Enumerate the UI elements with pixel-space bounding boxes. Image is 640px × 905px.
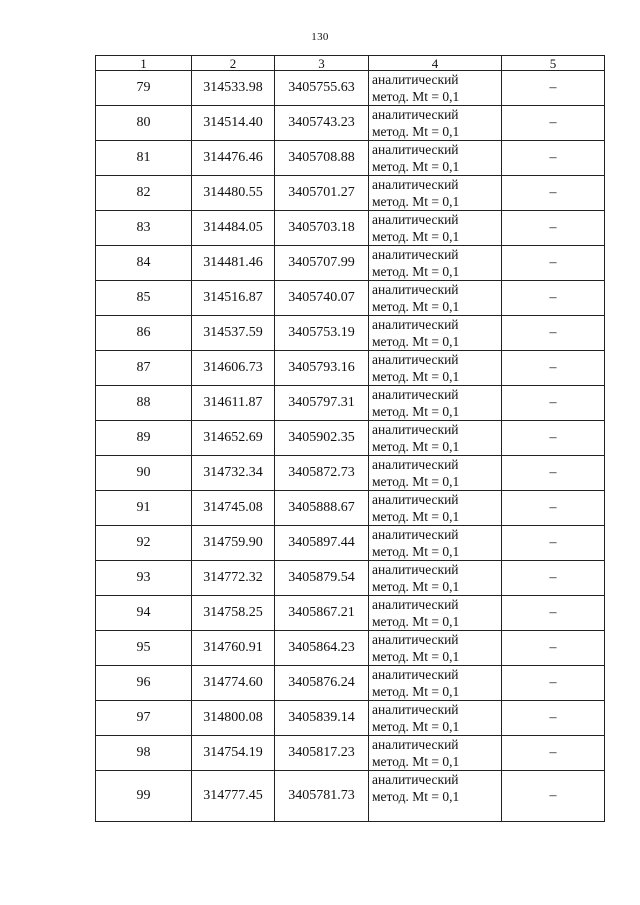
note-cell: – — [502, 386, 605, 421]
note-cell: – — [502, 176, 605, 211]
point-number-cell: 81 — [96, 141, 192, 176]
table-row — [96, 386, 605, 421]
method-name: аналитический — [372, 667, 459, 682]
table-row — [96, 246, 605, 281]
note-cell: – — [502, 71, 605, 106]
point-number-cell: 94 — [96, 596, 192, 631]
y-coordinate-cell: 3405797.31 — [275, 386, 369, 421]
point-number-cell: 95 — [96, 631, 192, 666]
point-number-cell: 82 — [96, 176, 192, 211]
x-coordinate-cell: 314772.32 — [192, 561, 275, 596]
table-row — [96, 631, 605, 666]
method-accuracy: метод. Mt = 0,1 — [372, 89, 460, 104]
method-accuracy: метод. Mt = 0,1 — [372, 614, 460, 629]
table-row — [96, 421, 605, 456]
x-coordinate-cell: 314606.73 — [192, 351, 275, 386]
table-row — [96, 771, 605, 822]
method-accuracy: метод. Mt = 0,1 — [372, 474, 460, 489]
x-coordinate-cell: 314759.90 — [192, 526, 275, 561]
column-header-4: 4 — [369, 56, 502, 71]
column-header-5: 5 — [502, 56, 605, 71]
note-cell: – — [502, 281, 605, 316]
x-coordinate-cell: 314760.91 — [192, 631, 275, 666]
method-name: аналитический — [372, 107, 459, 122]
x-coordinate-cell: 314800.08 — [192, 701, 275, 736]
point-number-cell: 88 — [96, 386, 192, 421]
note-cell: – — [502, 491, 605, 526]
method-accuracy: метод. Mt = 0,1 — [372, 509, 460, 524]
x-coordinate-cell: 314480.55 — [192, 176, 275, 211]
y-coordinate-cell: 3405707.99 — [275, 246, 369, 281]
method-cell — [369, 176, 502, 211]
method-accuracy: метод. Mt = 0,1 — [372, 159, 460, 174]
point-number-cell: 92 — [96, 526, 192, 561]
method-accuracy: метод. Mt = 0,1 — [372, 544, 460, 559]
x-coordinate-cell: 314754.19 — [192, 736, 275, 771]
point-number-cell: 87 — [96, 351, 192, 386]
note-cell: – — [502, 141, 605, 176]
coordinates-table — [95, 55, 605, 822]
y-coordinate-cell: 3405781.73 — [275, 771, 369, 822]
method-name: аналитический — [372, 72, 459, 87]
table-body — [96, 71, 605, 822]
method-cell — [369, 561, 502, 596]
header-row — [96, 56, 605, 71]
table-row — [96, 351, 605, 386]
x-coordinate-cell: 314481.46 — [192, 246, 275, 281]
method-name: аналитический — [372, 457, 459, 472]
note-cell: – — [502, 666, 605, 701]
method-name: аналитический — [372, 317, 459, 332]
x-coordinate-cell: 314774.60 — [192, 666, 275, 701]
method-accuracy: метод. Mt = 0,1 — [372, 194, 460, 209]
y-coordinate-cell: 3405701.27 — [275, 176, 369, 211]
note-cell: – — [502, 421, 605, 456]
point-number-cell: 97 — [96, 701, 192, 736]
method-accuracy: метод. Mt = 0,1 — [372, 369, 460, 384]
method-cell — [369, 736, 502, 771]
method-name: аналитический — [372, 772, 459, 787]
y-coordinate-cell: 3405703.18 — [275, 211, 369, 246]
note-cell: – — [502, 351, 605, 386]
point-number-cell: 80 — [96, 106, 192, 141]
method-cell — [369, 316, 502, 351]
method-cell — [369, 596, 502, 631]
note-cell: – — [502, 631, 605, 666]
table-row — [96, 526, 605, 561]
column-header-1: 1 — [96, 56, 192, 71]
note-cell: – — [502, 771, 605, 822]
x-coordinate-cell: 314533.98 — [192, 71, 275, 106]
note-cell: – — [502, 596, 605, 631]
y-coordinate-cell: 3405879.54 — [275, 561, 369, 596]
method-name: аналитический — [372, 702, 459, 717]
y-coordinate-cell: 3405864.23 — [275, 631, 369, 666]
method-accuracy: метод. Mt = 0,1 — [372, 649, 460, 664]
x-coordinate-cell: 314777.45 — [192, 771, 275, 822]
method-name: аналитический — [372, 527, 459, 542]
note-cell: – — [502, 701, 605, 736]
method-accuracy: метод. Mt = 0,1 — [372, 124, 460, 139]
x-coordinate-cell: 314516.87 — [192, 281, 275, 316]
table-row — [96, 176, 605, 211]
table-row — [96, 456, 605, 491]
method-cell — [369, 491, 502, 526]
y-coordinate-cell: 3405708.88 — [275, 141, 369, 176]
point-number-cell: 83 — [96, 211, 192, 246]
method-cell — [369, 631, 502, 666]
method-cell — [369, 351, 502, 386]
method-name: аналитический — [372, 562, 459, 577]
y-coordinate-cell: 3405867.21 — [275, 596, 369, 631]
table-row — [96, 141, 605, 176]
y-coordinate-cell: 3405902.35 — [275, 421, 369, 456]
x-coordinate-cell: 314537.59 — [192, 316, 275, 351]
x-coordinate-cell: 314484.05 — [192, 211, 275, 246]
note-cell: – — [502, 211, 605, 246]
y-coordinate-cell: 3405740.07 — [275, 281, 369, 316]
column-header-3: 3 — [275, 56, 369, 71]
point-number-cell: 84 — [96, 246, 192, 281]
table-row — [96, 666, 605, 701]
column-header-2: 2 — [192, 56, 275, 71]
method-name: аналитический — [372, 597, 459, 612]
note-cell: – — [502, 561, 605, 596]
method-name: аналитический — [372, 212, 459, 227]
y-coordinate-cell: 3405876.24 — [275, 666, 369, 701]
table-row — [96, 281, 605, 316]
method-name: аналитический — [372, 177, 459, 192]
x-coordinate-cell: 314611.87 — [192, 386, 275, 421]
method-accuracy: метод. Mt = 0,1 — [372, 229, 460, 244]
method-accuracy: метод. Mt = 0,1 — [372, 719, 460, 734]
table-row — [96, 316, 605, 351]
method-accuracy: метод. Mt = 0,1 — [372, 789, 460, 804]
method-name: аналитический — [372, 282, 459, 297]
method-name: аналитический — [372, 387, 459, 402]
method-accuracy: метод. Mt = 0,1 — [372, 439, 460, 454]
x-coordinate-cell: 314758.25 — [192, 596, 275, 631]
point-number-cell: 99 — [96, 771, 192, 822]
table-row — [96, 106, 605, 141]
method-cell — [369, 211, 502, 246]
x-coordinate-cell: 314476.46 — [192, 141, 275, 176]
y-coordinate-cell: 3405753.19 — [275, 316, 369, 351]
method-cell — [369, 141, 502, 176]
page-number: 130 — [311, 31, 329, 43]
y-coordinate-cell: 3405793.16 — [275, 351, 369, 386]
method-name: аналитический — [372, 352, 459, 367]
method-accuracy: метод. Mt = 0,1 — [372, 684, 460, 699]
method-cell — [369, 666, 502, 701]
method-accuracy: метод. Mt = 0,1 — [372, 264, 460, 279]
method-cell — [369, 456, 502, 491]
point-number-cell: 79 — [96, 71, 192, 106]
method-cell — [369, 106, 502, 141]
method-cell — [369, 421, 502, 456]
point-number-cell: 86 — [96, 316, 192, 351]
table-row — [96, 491, 605, 526]
x-coordinate-cell: 314652.69 — [192, 421, 275, 456]
table-row — [96, 561, 605, 596]
method-cell — [369, 771, 502, 822]
method-accuracy: метод. Mt = 0,1 — [372, 754, 460, 769]
point-number-cell: 93 — [96, 561, 192, 596]
point-number-cell: 85 — [96, 281, 192, 316]
method-name: аналитический — [372, 632, 459, 647]
method-accuracy: метод. Mt = 0,1 — [372, 579, 460, 594]
y-coordinate-cell: 3405755.63 — [275, 71, 369, 106]
x-coordinate-cell: 314745.08 — [192, 491, 275, 526]
y-coordinate-cell: 3405897.44 — [275, 526, 369, 561]
table-row — [96, 736, 605, 771]
y-coordinate-cell: 3405743.23 — [275, 106, 369, 141]
y-coordinate-cell: 3405888.67 — [275, 491, 369, 526]
y-coordinate-cell: 3405839.14 — [275, 701, 369, 736]
x-coordinate-cell: 314732.34 — [192, 456, 275, 491]
table-row — [96, 71, 605, 106]
table-row — [96, 596, 605, 631]
note-cell: – — [502, 316, 605, 351]
point-number-cell: 96 — [96, 666, 192, 701]
table-row — [96, 211, 605, 246]
method-accuracy: метод. Mt = 0,1 — [372, 334, 460, 349]
point-number-cell: 89 — [96, 421, 192, 456]
method-name: аналитический — [372, 737, 459, 752]
y-coordinate-cell: 3405817.23 — [275, 736, 369, 771]
method-cell — [369, 386, 502, 421]
note-cell: – — [502, 456, 605, 491]
table-row — [96, 701, 605, 736]
point-number-cell: 98 — [96, 736, 192, 771]
x-coordinate-cell: 314514.40 — [192, 106, 275, 141]
method-cell — [369, 71, 502, 106]
note-cell: – — [502, 736, 605, 771]
method-accuracy: метод. Mt = 0,1 — [372, 299, 460, 314]
method-accuracy: метод. Mt = 0,1 — [372, 404, 460, 419]
y-coordinate-cell: 3405872.73 — [275, 456, 369, 491]
note-cell: – — [502, 526, 605, 561]
method-cell — [369, 281, 502, 316]
method-cell — [369, 701, 502, 736]
method-name: аналитический — [372, 492, 459, 507]
method-name: аналитический — [372, 422, 459, 437]
method-cell — [369, 246, 502, 281]
point-number-cell: 90 — [96, 456, 192, 491]
point-number-cell: 91 — [96, 491, 192, 526]
method-name: аналитический — [372, 247, 459, 262]
method-cell — [369, 526, 502, 561]
method-name: аналитический — [372, 142, 459, 157]
note-cell: – — [502, 246, 605, 281]
note-cell: – — [502, 106, 605, 141]
